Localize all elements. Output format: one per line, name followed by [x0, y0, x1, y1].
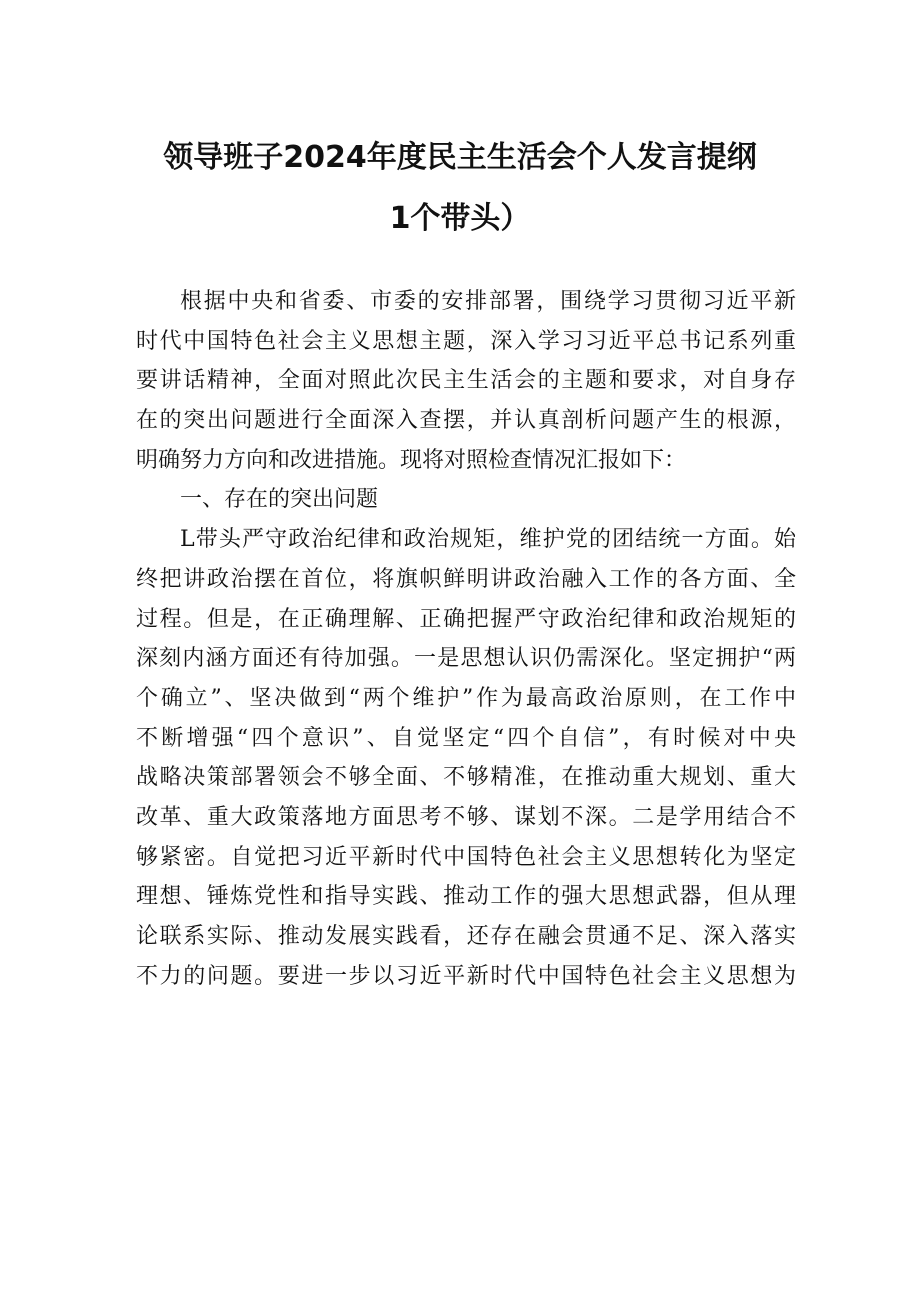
body-text — [136, 282, 796, 996]
paragraph-line: 改革、重大政策落地方面思考不够、谋划不深。二是学用结合不 — [136, 804, 796, 830]
paragraph-line: 不力的问题。要进一步以习近平新时代中国特色社会主义思想为 — [136, 963, 796, 989]
paragraph-line: 深刻内涵方面还有待加强。一是思想认识仍需深化。坚定拥护“两 — [136, 646, 796, 672]
document-title-line-2: 1个带头） — [389, 201, 531, 236]
paragraph-line: 时代中国特色社会主义思想主题，深入学习习近平总书记系列重 — [136, 328, 796, 354]
paragraph-line: 不断增强“四个意识”、自觉坚定“四个自信”，有时候对中央 — [136, 725, 796, 751]
paragraph-line: 明确努力方向和改进措施。现将对照检查情况汇报如下： — [136, 447, 687, 473]
paragraph-line: 论联系实际、推动发展实践看，还存在融会贯通不足、深入落实 — [136, 924, 796, 949]
paragraph-line: 要讲话精神，全面对照此次民主生活会的主题和要求，对自身存 — [136, 368, 796, 394]
paragraph-line: 终把讲政治摆在首位，将旗帜鲜明讲政治融入工作的各方面、全 — [136, 566, 796, 592]
paragraph-line: 根据中央和省委、市委的安排部署，围绕学习贯彻习近平新 — [180, 289, 796, 314]
paragraph-line: 个确立”、坚决做到“两个维护”作为最高政治原则，在工作中 — [136, 685, 796, 711]
document-title-line-1: 领导班子2024年度民主生活会个人发言提纲 — [163, 140, 757, 175]
paragraph-line: 战略决策部署领会不够全面、不够精准，在推动重大规划、重大 — [136, 765, 796, 791]
paragraph-line: L带头严守政治纪律和政治规矩，维护党的团结统一方面。始 — [180, 527, 796, 553]
paragraph-line: 在的突出问题进行全面深入查摆，并认真剖析问题产生的根源， — [136, 408, 796, 434]
section-heading: 一、存在的突出问题 — [180, 487, 379, 513]
paragraph-line: 理想、锤炼党性和指导实践、推动工作的强大思想武器，但从理 — [136, 884, 796, 910]
paragraph-line: 过程。但是，在正确理解、正确把握严守政治纪律和政治规矩的 — [136, 606, 796, 632]
paragraph-line: 够紧密。自觉把习近平新时代中国特色社会主义思想转化为坚定 — [136, 844, 796, 870]
